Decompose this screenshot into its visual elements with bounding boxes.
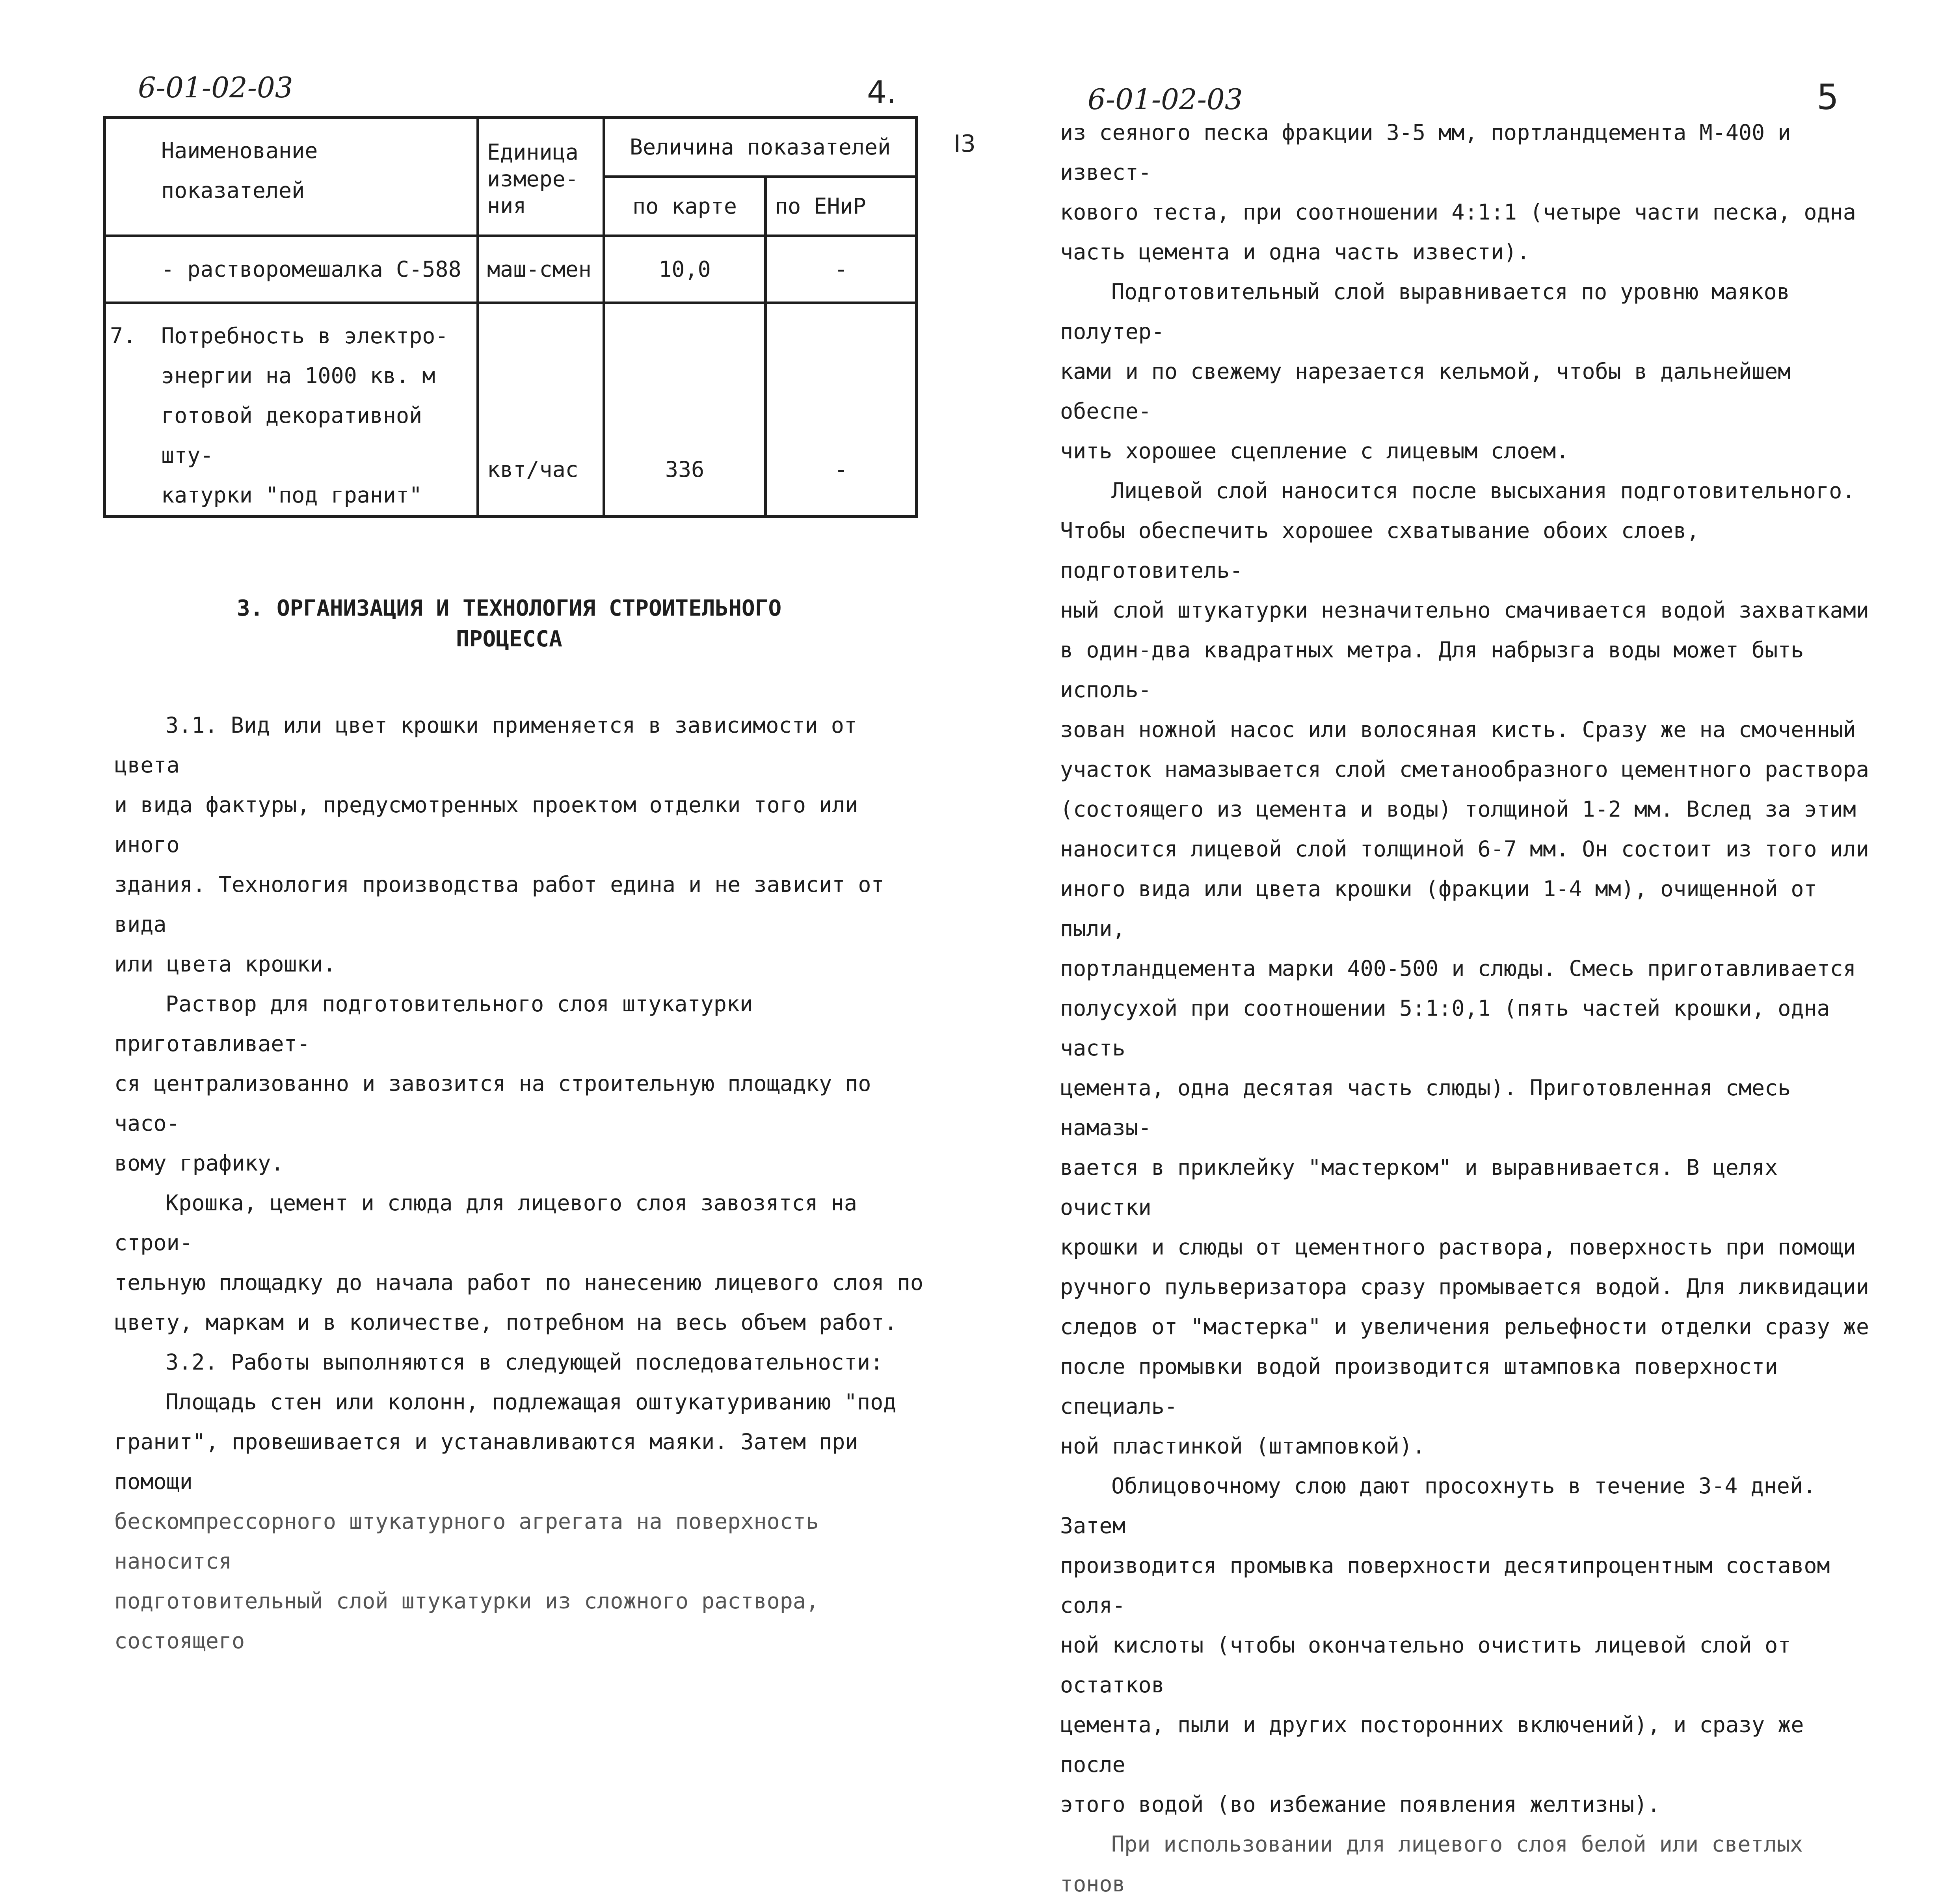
table-header-unit [478, 118, 604, 236]
row-name-line: Потребность в электро- [161, 323, 448, 348]
text-line: гранит", провешивается и устанавливаются маяки. Затем при помощи [114, 1429, 858, 1494]
text-line: тельную площадку до начала работ по нанесению лицевого слоя по [114, 1270, 923, 1295]
text-line: и вида фактуры, предусмотренных проектом отделки того или иного [114, 792, 858, 857]
text-line: этого водой (во избежание появления желтизны). [1060, 1792, 1661, 1817]
text-line: вому графику. [114, 1150, 284, 1176]
margin-sheet-number: I3 [954, 130, 976, 158]
text-line: бескомпрессорного штукатурного агрегата на поверхность наносится [114, 1509, 819, 1574]
text-line: следов от "мастерка" и увеличения рельефности отделки сразу же [1060, 1314, 1869, 1339]
text-line: цвету, маркам и в количестве, потребном на весь объем работ. [114, 1310, 897, 1335]
left-page-number: 4. [867, 75, 897, 110]
text-line: часть цемента и одна часть извести). [1060, 239, 1530, 264]
section-heading-line1: 3. ОРГАНИЗАЦИЯ И ТЕХНОЛОГИЯ СТРОИТЕЛЬНОГО [236, 596, 782, 621]
text-line: ся централизованно и завозится на строительную площадку по часо- [114, 1071, 871, 1136]
text-line: иного вида или цвета крошки (фракции 1-4 мм), очищенной от пыли, [1060, 876, 1817, 941]
row-unit: маш-смен [478, 236, 604, 303]
table-header-value: Величина показателей [604, 118, 917, 177]
text-line: ками и по свежему нарезается кельмой, чтобы в дальнейшем обеспе- [1060, 359, 1791, 424]
table-header-unit-l3: ния [487, 193, 526, 218]
text-line: ной кислоты (чтобы окончательно очистить лицевой слой от остатков [1060, 1632, 1791, 1697]
text-line: после промывки водой производится штамповка поверхности специаль- [1060, 1354, 1778, 1419]
text-line: или цвета крошки. [114, 951, 336, 977]
text-line: Крошка, цемент и слюда для лицевого слоя завозятся на строи- [114, 1190, 857, 1255]
row-enir-value: - [766, 303, 917, 517]
row-unit: квт/час [478, 303, 604, 517]
text-line: из сеяного песка фракции 3-5 мм, портландцемента М-400 и извест- [1060, 120, 1791, 185]
row-name-line: катурки "под гранит" [161, 482, 422, 508]
text-line: зован ножной насос или волосяная кисть. Сразу же на смоченный [1060, 717, 1856, 742]
text-line: ной пластинкой (штамповкой). [1060, 1433, 1426, 1459]
text-line: При использовании для лицевого слоя белой или светлых тонов [1060, 1831, 1803, 1897]
left-document-code: 6-01-02-03 [138, 71, 293, 104]
row-name-line: энергии на 1000 кв. м [161, 363, 435, 388]
row-name-line: готовой декоративной шту- [161, 403, 422, 468]
table-header-unit-l2: измере- [487, 166, 579, 192]
text-line: Подготовительный слой выравнивается по уровню маяков полутер- [1060, 279, 1790, 344]
text-line: кового теста, при соотношении 4:1:1 (четыре части песка, одна [1060, 199, 1856, 225]
text-line: вается в приклейку "мастерком" и выравнивается. В целях очистки [1060, 1155, 1778, 1220]
table-header-by-enir: по ЕНиР [766, 177, 917, 236]
text-line: в один-два квадратных метра. Для набрызга воды может быть исполь- [1060, 637, 1804, 702]
text-line: наносится лицевой слой толщиной 6-7 мм. Он состоит из того или [1060, 836, 1869, 862]
text-line: подготовительный слой штукатурки из сложного раствора, состоящего [114, 1588, 819, 1653]
row-name: - растворомешалка С-588 [105, 236, 478, 303]
text-line: цемента, пыли и других посторонних включений), и сразу же после [1060, 1712, 1804, 1777]
text-line: Облицовочному слою дают просохнуть в течение 3-4 дней. Затем [1060, 1473, 1816, 1538]
text-line: 3.1. Вид или цвет крошки применяется в зависимости от цвета [114, 713, 857, 778]
table-header-unit-l1: Единица [487, 140, 579, 165]
right-page-number: 5 [1817, 77, 1839, 117]
text-line: портландцемента марки 400-500 и слюды. Смесь приготавливается [1060, 956, 1856, 981]
table-header-name [105, 118, 478, 236]
table-header-name-text: Наименование показателей [161, 138, 318, 203]
right-page-body [1060, 113, 1876, 1904]
text-line: 3.2. Работы выполняются в следующей последовательности: [166, 1349, 884, 1375]
table-row [105, 303, 917, 517]
text-line: Лицевой слой наносится после высыхания подготовительного. [1111, 478, 1855, 503]
section-heading [103, 593, 915, 655]
left-page-body [114, 705, 926, 1661]
text-line: участок намазывается слой сметанообразного цементного раствора [1060, 757, 1869, 782]
right-document-code: 6-01-02-03 [1088, 83, 1243, 116]
table-row [105, 236, 917, 303]
text-line: здания. Технология производства работ едина и не зависит от вида [114, 872, 884, 937]
indicators-table [103, 116, 918, 518]
text-line: полусухой при соотношении 5:1:0,1 (пять частей крошки, одна часть [1060, 996, 1830, 1061]
row-enir-value: - [766, 236, 917, 303]
text-line: Чтобы обеспечить хорошее схватывание обоих слоев, подготовитель- [1060, 518, 1700, 583]
row-card-value: 336 [604, 303, 766, 517]
text-line: производится промывка поверхности десятипроцентным составом соля- [1060, 1553, 1830, 1618]
row-card-value: 10,0 [604, 236, 766, 303]
text-line: ручного пульверизатора сразу промывается водой. Для ликвидации [1060, 1274, 1869, 1299]
text-line: крошки и слюды от цементного раствора, поверхность при помощи [1060, 1234, 1856, 1260]
text-line: (состоящего из цемента и воды) толщиной 1-2 мм. Вслед за этим [1060, 797, 1856, 822]
text-line: Площадь стен или колонн, подлежащая оштукатуриванию "под [166, 1389, 897, 1415]
text-line: чить хорошее сцепление с лицевым слоем. [1060, 438, 1569, 463]
table-header-by-card: по карте [604, 177, 766, 236]
text-line: цемента, одна десятая часть слюды). Приготовленная смесь намазы- [1060, 1075, 1791, 1140]
text-line: Раствор для подготовительного слоя штукатурки приготавливает- [114, 991, 753, 1056]
row-name [105, 303, 478, 517]
text-line: ный слой штукатурки незначительно смачивается водой захватками [1060, 597, 1869, 623]
row-number: 7. [110, 323, 136, 348]
section-heading-line2: ПРОЦЕССА [456, 626, 562, 652]
